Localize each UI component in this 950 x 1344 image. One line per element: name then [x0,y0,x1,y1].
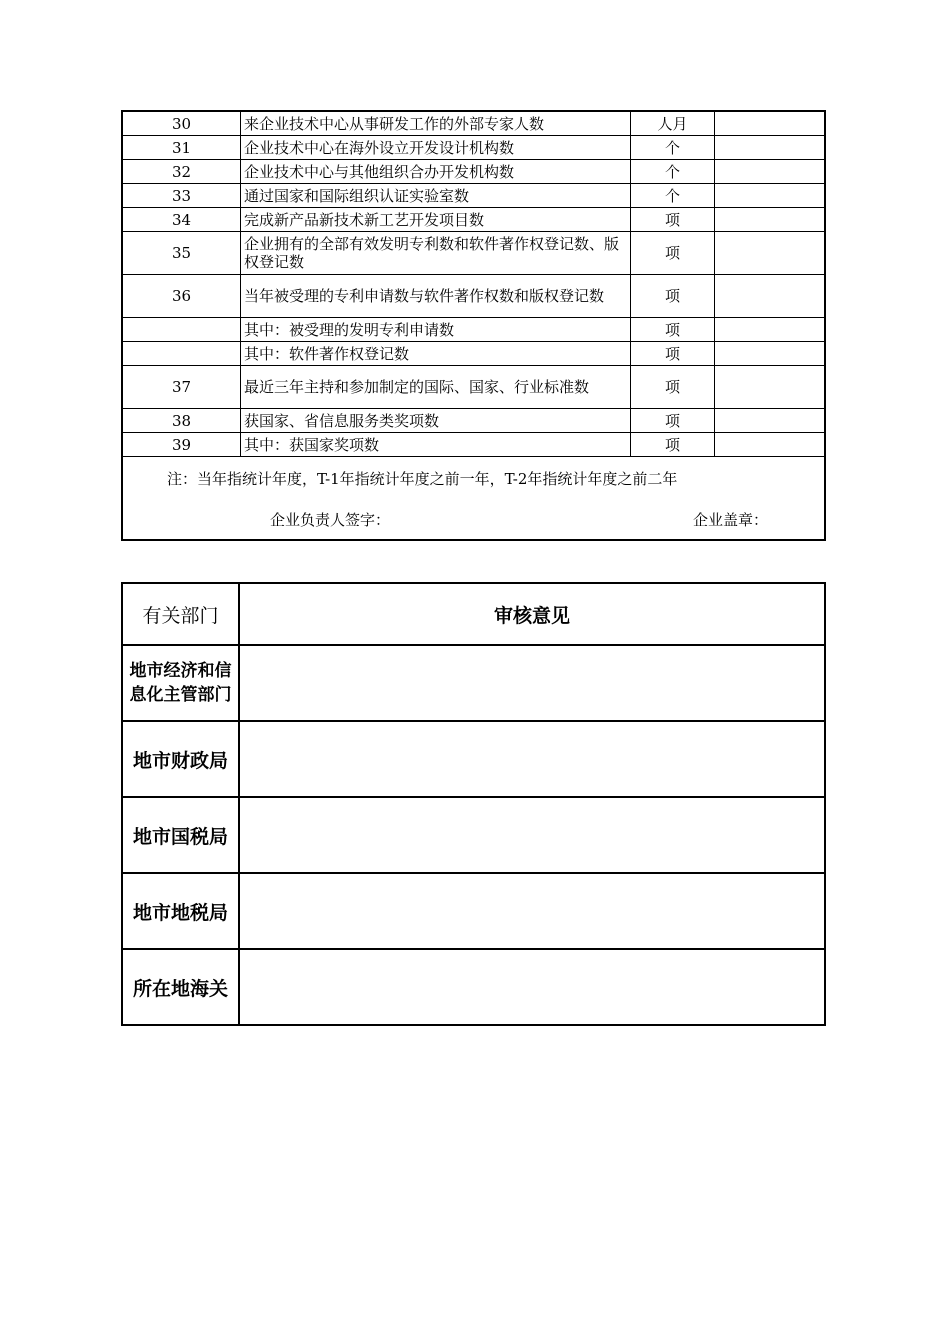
table-row [122,184,825,208]
opinion-cell[interactable] [239,873,825,949]
review-row [122,797,825,873]
indicator-table [121,110,826,541]
review-row [122,873,825,949]
header-opinion: 审核意见 [239,583,825,645]
table-row [122,342,825,366]
row-number: 39 [122,433,241,457]
indicator-unit: 项 [631,342,715,366]
review-row [122,949,825,1025]
review-header-row [122,583,825,645]
review-table [121,582,826,1026]
opinion-cell[interactable] [239,797,825,873]
indicator-name: 获国家、省信息服务类奖项数 [241,409,631,433]
dept-name: 地市地税局 [122,873,239,949]
indicator-name: 其中：获国家奖项数 [241,433,631,457]
indicator-name: 最近三年主持和参加制定的国际、国家、行业标准数 [241,366,631,409]
indicator-value-cell[interactable] [715,111,826,136]
signature-label: 企业负责人签字： [270,511,391,529]
table-row [122,232,825,275]
indicator-name: 当年被受理的专利申请数与软件著作权数和版权登记数 [241,275,631,318]
indicator-unit: 项 [631,433,715,457]
opinion-cell[interactable] [239,721,825,797]
row-number: 32 [122,160,241,184]
indicator-value-cell[interactable] [715,409,826,433]
indicator-name: 其中：被受理的发明专利申请数 [241,318,631,342]
indicator-unit: 项 [631,318,715,342]
indicator-unit: 项 [631,232,715,275]
row-number: 36 [122,275,241,318]
row-number: 34 [122,208,241,232]
table-row [122,409,825,433]
indicator-name: 企业技术中心在海外设立开发设计机构数 [241,136,631,160]
indicator-value-cell[interactable] [715,318,826,342]
indicator-value-cell[interactable] [715,275,826,318]
indicator-name: 通过国家和国际组织认证实验室数 [241,184,631,208]
opinion-cell[interactable] [239,949,825,1025]
indicator-unit: 项 [631,366,715,409]
indicator-name: 企业技术中心与其他组织合办开发机构数 [241,160,631,184]
row-number: 31 [122,136,241,160]
row-number: 37 [122,366,241,409]
review-row [122,645,825,721]
indicator-unit: 人月 [631,111,715,136]
opinion-cell[interactable] [239,645,825,721]
footnote: 注：当年指统计年度，T-1年指统计年度之前一年，T-2年指统计年度之前二年 [167,470,678,488]
review-row [122,721,825,797]
row-number [122,342,241,366]
note-row [122,457,825,541]
table-row [122,318,825,342]
table-row [122,136,825,160]
indicator-value-cell[interactable] [715,136,826,160]
table-row [122,433,825,457]
row-number: 35 [122,232,241,275]
dept-name: 地市财政局 [122,721,239,797]
row-number [122,318,241,342]
indicator-value-cell[interactable] [715,433,826,457]
seal-label: 企业盖章： [693,511,769,529]
note-cell [122,457,825,541]
table-row [122,160,825,184]
indicator-unit: 个 [631,136,715,160]
indicator-unit: 个 [631,160,715,184]
row-number: 33 [122,184,241,208]
indicator-value-cell[interactable] [715,366,826,409]
table-row [122,208,825,232]
row-number: 38 [122,409,241,433]
table-row [122,366,825,409]
dept-name: 地市经济和信息化主管部门 [122,645,239,721]
table-row [122,111,825,136]
indicator-value-cell[interactable] [715,342,826,366]
indicator-unit: 项 [631,208,715,232]
indicator-value-cell[interactable] [715,184,826,208]
dept-name: 所在地海关 [122,949,239,1025]
indicator-name: 完成新产品新技术新工艺开发项目数 [241,208,631,232]
indicator-value-cell[interactable] [715,160,826,184]
dept-name: 地市国税局 [122,797,239,873]
indicator-name: 来企业技术中心从事研发工作的外部专家人数 [241,111,631,136]
indicator-name: 其中：软件著作权登记数 [241,342,631,366]
indicator-value-cell[interactable] [715,232,826,275]
header-dept: 有关部门 [122,583,239,645]
indicator-unit: 项 [631,409,715,433]
indicator-unit: 项 [631,275,715,318]
indicator-value-cell[interactable] [715,208,826,232]
row-number: 30 [122,111,241,136]
table-row [122,275,825,318]
indicator-unit: 个 [631,184,715,208]
indicator-name: 企业拥有的全部有效发明专利数和软件著作权登记数、版权登记数 [241,232,631,275]
